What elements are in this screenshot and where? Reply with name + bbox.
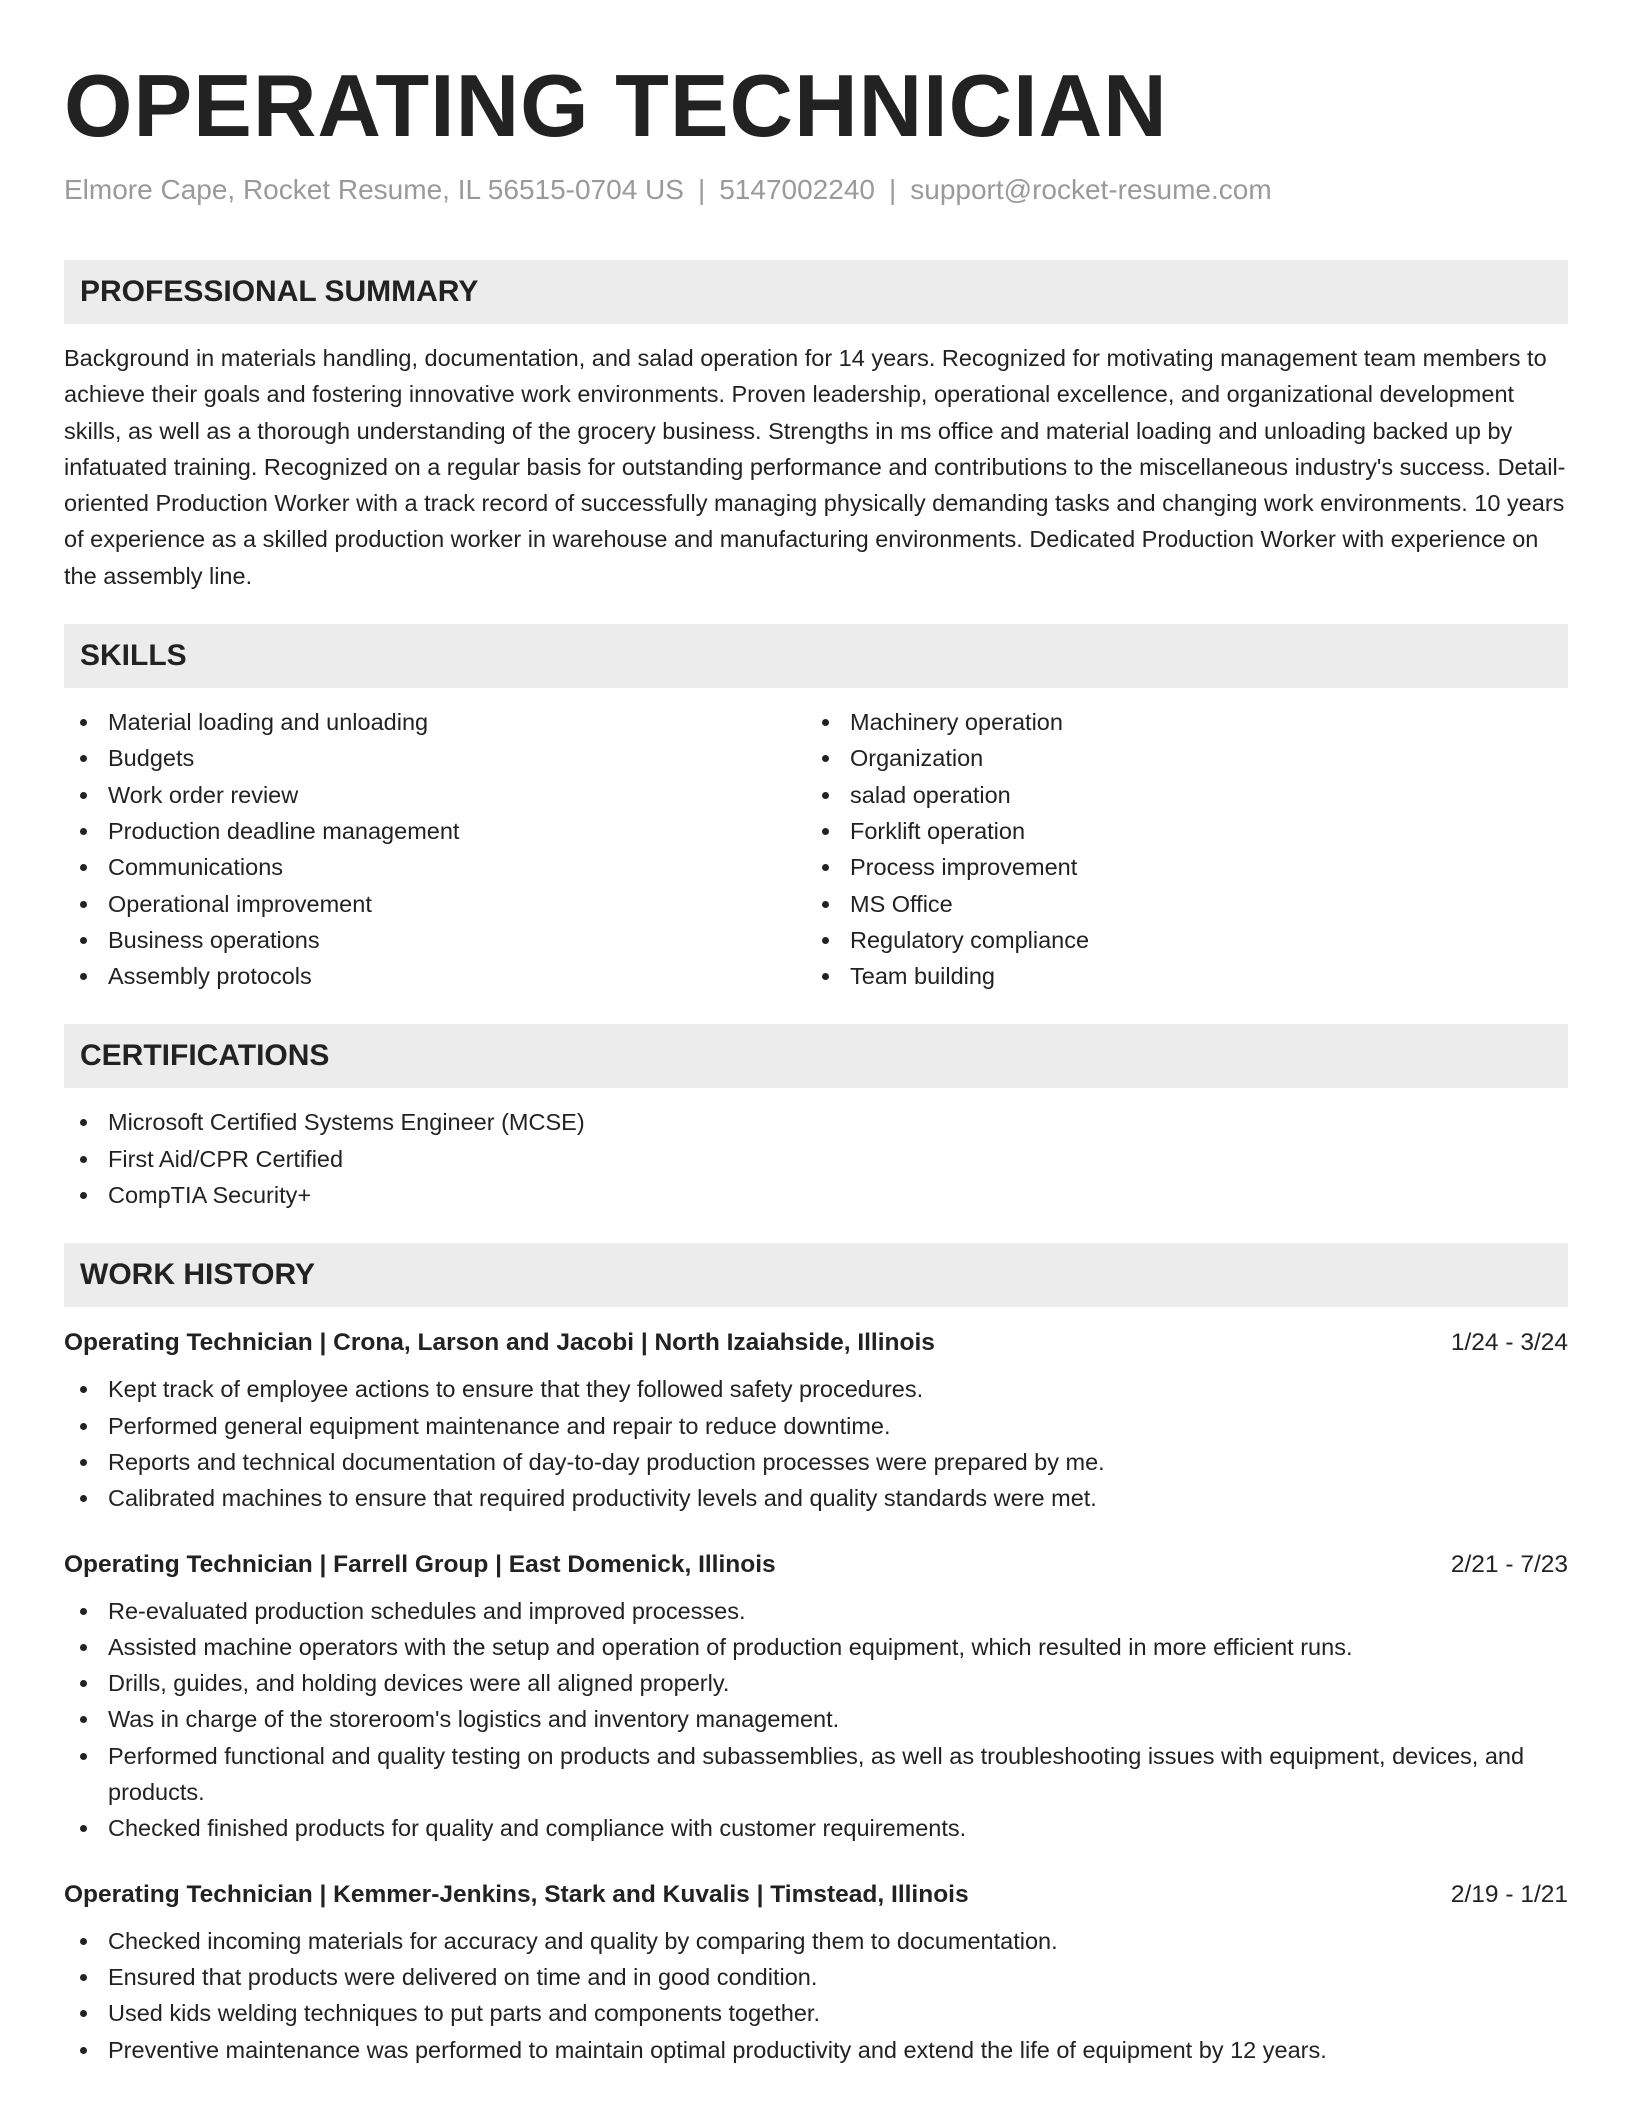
certification-item: CompTIA Security+ bbox=[64, 1177, 1568, 1213]
skill-item: Team building bbox=[806, 958, 1548, 994]
certification-item: First Aid/CPR Certified bbox=[64, 1141, 1568, 1177]
skill-item: MS Office bbox=[806, 886, 1548, 922]
contact-email: support@rocket-resume.com bbox=[910, 174, 1272, 205]
job-bullet: Performed general equipment maintenance and repair to reduce downtime. bbox=[64, 1408, 1568, 1444]
skill-item: Organization bbox=[806, 740, 1548, 776]
summary-section-header: PROFESSIONAL SUMMARY bbox=[64, 260, 1568, 324]
job-bullet: Checked finished products for quality and compliance with customer requirements. bbox=[64, 1810, 1568, 1846]
skill-item: Material loading and unloading bbox=[64, 704, 806, 740]
summary-text: Background in materials handling, documentation, and salad operation for 14 years. Recognized for motivating management team members to achieve their goals and fostering innovative work environments. Proven leadership, operational excellence, and organizational development skills, as well as a thorough understanding of the grocery business. Strengths in ms office and material loading and unloading backed up by infatuated training. Recognized on a regular basis for outstanding performance and contributions to the miscellaneous industry's success. Detail-oriented Production Worker with a track record of successfully managing physically demanding tasks and changing work environments. 10 years of experience as a skilled production worker in warehouse and manufacturing environments. Dedicated Production Worker with experience on the assembly line. bbox=[64, 345, 1566, 589]
job-header bbox=[64, 1327, 1568, 1359]
job-title: Operating Technician | Farrell Group | East Domenick, Illinois bbox=[64, 1550, 776, 1578]
skills-columns bbox=[64, 704, 1568, 994]
skill-item: Work order review bbox=[64, 777, 806, 813]
job-bullet: Used kids welding techniques to put parts and components together. bbox=[64, 1995, 1568, 2031]
job-bullet: Checked incoming materials for accuracy and quality by comparing them to documentation. bbox=[64, 1923, 1568, 1959]
certification-item: Microsoft Certified Systems Engineer (MCSE) bbox=[64, 1104, 1568, 1140]
skill-item: Business operations bbox=[64, 922, 806, 958]
job-bullet: Calibrated machines to ensure that required productivity levels and quality standards were met. bbox=[64, 1480, 1568, 1516]
job-bullets bbox=[64, 1371, 1568, 1516]
job-dates: 2/19 - 1/21 bbox=[1450, 1880, 1568, 1908]
job-bullet: Ensured that products were delivered on time and in good condition. bbox=[64, 1959, 1568, 1995]
job-header bbox=[64, 1879, 1568, 1911]
skills-list-left bbox=[64, 704, 806, 994]
job-bullet: Reports and technical documentation of day-to-day production processes were prepared by me. bbox=[64, 1444, 1568, 1480]
job-entry bbox=[64, 1549, 1568, 1847]
contact-phone: 5147002240 bbox=[719, 174, 875, 205]
skill-item: salad operation bbox=[806, 777, 1548, 813]
job-header bbox=[64, 1549, 1568, 1581]
contact-separator: | bbox=[888, 174, 897, 205]
skill-item: Regulatory compliance bbox=[806, 922, 1548, 958]
job-entry bbox=[64, 1327, 1568, 1516]
skill-item: Assembly protocols bbox=[64, 958, 806, 994]
certifications-section-header: CERTIFICATIONS bbox=[64, 1024, 1568, 1088]
job-bullet: Was in charge of the storeroom's logistics and inventory management. bbox=[64, 1701, 1568, 1737]
certifications-list bbox=[64, 1104, 1568, 1213]
job-bullet: Preventive maintenance was performed to maintain optimal productivity and extend the life of equipment by 12 years. bbox=[64, 2032, 1568, 2068]
skill-item: Process improvement bbox=[806, 849, 1548, 885]
job-title: Operating Technician | Crona, Larson and Jacobi | North Izaiahside, Illinois bbox=[64, 1329, 935, 1357]
job-bullet: Re-evaluated production schedules and improved processes. bbox=[64, 1593, 1568, 1629]
job-bullets bbox=[64, 1593, 1568, 1847]
skill-item: Operational improvement bbox=[64, 886, 806, 922]
job-bullet: Performed functional and quality testing on products and subassemblies, as well as troubleshooting issues with equipment, devices, and products. bbox=[64, 1738, 1568, 1811]
contact-line bbox=[64, 172, 1568, 208]
job-bullets bbox=[64, 1923, 1568, 2068]
skills-section-header: SKILLS bbox=[64, 624, 1568, 688]
job-bullet: Assisted machine operators with the setup and operation of production equipment, which resulted in more efficient runs. bbox=[64, 1629, 1568, 1665]
skills-list-right bbox=[806, 704, 1548, 994]
skill-item: Production deadline management bbox=[64, 813, 806, 849]
skill-item: Forklift operation bbox=[806, 813, 1548, 849]
contact-separator: | bbox=[697, 174, 706, 205]
skill-item: Budgets bbox=[64, 740, 806, 776]
job-dates: 2/21 - 7/23 bbox=[1450, 1550, 1568, 1578]
skill-item: Communications bbox=[64, 849, 806, 885]
skill-item: Machinery operation bbox=[806, 704, 1548, 740]
job-entry bbox=[64, 1879, 1568, 2068]
job-title: Operating Technician | Kemmer-Jenkins, Stark and Kuvalis | Timstead, Illinois bbox=[64, 1880, 969, 1908]
job-dates: 1/24 - 3/24 bbox=[1450, 1329, 1568, 1357]
resume-page bbox=[64, 0, 1568, 2068]
contact-address: Elmore Cape, Rocket Resume, IL 56515-0704 US bbox=[64, 174, 684, 205]
work-history-section-header: WORK HISTORY bbox=[64, 1243, 1568, 1307]
resume-name: OPERATING TECHNICIAN bbox=[64, 56, 1168, 155]
job-bullet: Kept track of employee actions to ensure that they followed safety procedures. bbox=[64, 1371, 1568, 1407]
job-bullet: Drills, guides, and holding devices were all aligned properly. bbox=[64, 1665, 1568, 1701]
